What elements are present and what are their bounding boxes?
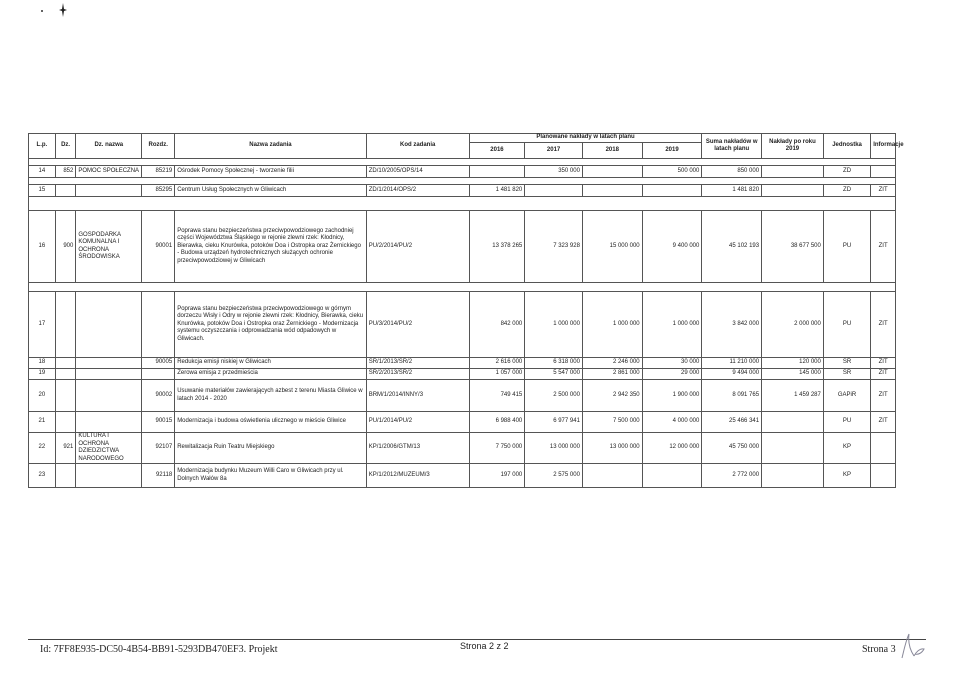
- cell-2019: 12 000 000: [642, 433, 702, 464]
- cell-dz: [55, 464, 76, 488]
- cell-dz-name: [76, 358, 142, 369]
- cell-dz-name: [76, 185, 142, 197]
- cell-info: ZIT: [871, 369, 896, 380]
- table-row: [29, 166, 896, 178]
- cell-2019: 500 000: [642, 166, 702, 178]
- cell-2016: 1 481 820: [469, 185, 525, 197]
- cell-unit: PU: [823, 292, 870, 358]
- col-info: Informacje: [871, 134, 896, 159]
- cell-2016: 7 750 000: [469, 433, 525, 464]
- cell-lp: 22: [29, 433, 56, 464]
- cell-rozdz: 85295: [142, 185, 175, 197]
- cell-task-name: Modernizacja budynku Muzeum Willi Caro w Gliwicach przy ul. Dolnych Wałów 8a: [175, 464, 367, 488]
- col-dz-name: Dz. nazwa: [76, 134, 142, 159]
- cell-2018: 7 500 000: [582, 412, 642, 433]
- table-row: [29, 380, 896, 412]
- cell-after: 1 459 287: [762, 380, 824, 412]
- cell-info: ZIT: [871, 358, 896, 369]
- cell-after: 38 677 500: [762, 211, 824, 283]
- cell-task-code: KP/1/2012/MUZEUM/3: [366, 464, 469, 488]
- cell-after: [762, 412, 824, 433]
- cell-2017: 1 000 000: [525, 292, 583, 358]
- cell-2016: 6 988 400: [469, 412, 525, 433]
- cell-task-code: ZD/1/2014/OPS/2: [366, 185, 469, 197]
- page-counter: Strona 2 z 2: [460, 641, 509, 651]
- cell-rozdz: 85219: [142, 166, 175, 178]
- page-number: Strona 3: [862, 644, 896, 655]
- cell-dz: 900: [55, 211, 76, 283]
- cell-lp: 17: [29, 292, 56, 358]
- cell-2018: 2 246 000: [582, 358, 642, 369]
- cell-dz: [55, 380, 76, 412]
- cell-lp: 23: [29, 464, 56, 488]
- cell-sum: 9 494 000: [702, 369, 762, 380]
- cell-dz: [55, 369, 76, 380]
- cell-rozdz: [142, 369, 175, 380]
- cell-info: [871, 433, 896, 464]
- cell-task-code: KP/1/2006/GTM/13: [366, 433, 469, 464]
- document-id: Id: 7FF8E935-DC50-4B54-BB91-5293DB470EF3. Projekt: [40, 644, 278, 655]
- cell-task-name: Centrum Usług Społecznych w Gliwicach: [175, 185, 367, 197]
- cell-sum: 8 091 765: [702, 380, 762, 412]
- cell-dz-name: KULTURA I OCHRONA DZIEDZICTWA NARODOWEGO: [76, 433, 142, 464]
- cell-task-code: PU/3/2014/PU/2: [366, 292, 469, 358]
- col-2017: 2017: [525, 143, 583, 159]
- cell-2018: 2 942 350: [582, 380, 642, 412]
- cell-unit: ZD: [823, 185, 870, 197]
- cell-after: 145 000: [762, 369, 824, 380]
- cell-2017: [525, 185, 583, 197]
- col-outlays-after: Nakłady po roku 2019: [762, 134, 824, 159]
- cell-rozdz: [142, 292, 175, 358]
- cell-info: [871, 464, 896, 488]
- cell-2018: [582, 464, 642, 488]
- cell-2016: 2 616 000: [469, 358, 525, 369]
- col-lp: L.p.: [29, 134, 56, 159]
- cell-rozdz: 90002: [142, 380, 175, 412]
- cell-info: ZIT: [871, 380, 896, 412]
- cell-dz-name: [76, 292, 142, 358]
- cell-2016: 1 057 000: [469, 369, 525, 380]
- cell-task-code: ZD/10/2005/OPS/14: [366, 166, 469, 178]
- cell-task-code: BRM/1/2014/INNY/3: [366, 380, 469, 412]
- cell-unit: PU: [823, 412, 870, 433]
- cell-2017: 350 000: [525, 166, 583, 178]
- cell-after: [762, 185, 824, 197]
- cell-task-name: Modernizacja i budowa oświetlenia ulicznego w mieście Gliwice: [175, 412, 367, 433]
- cell-unit: SR: [823, 369, 870, 380]
- cell-rozdz: 90001: [142, 211, 175, 283]
- cell-info: [871, 166, 896, 178]
- cell-sum: 45 750 000: [702, 433, 762, 464]
- col-unit: Jednostka: [823, 134, 870, 159]
- cell-task-name: Rewitalizacja Ruin Teatru Miejskiego: [175, 433, 367, 464]
- cell-dz: [55, 185, 76, 197]
- col-2016: 2016: [469, 143, 525, 159]
- cell-sum: 2 772 000: [702, 464, 762, 488]
- scan-speck: [41, 10, 43, 12]
- cell-2019: [642, 185, 702, 197]
- cell-dz: 852: [55, 166, 76, 178]
- signature-mark: [896, 632, 928, 662]
- cell-dz-name: GOSPODARKA KOMUNALNA I OCHRONA ŚRODOWISKA: [76, 211, 142, 283]
- cell-info: ZIT: [871, 292, 896, 358]
- cell-unit: PU: [823, 211, 870, 283]
- cell-2017: 6 318 000: [525, 358, 583, 369]
- cell-lp: 14: [29, 166, 56, 178]
- cell-dz-name: [76, 369, 142, 380]
- cell-lp: 20: [29, 380, 56, 412]
- cell-2017: 6 977 941: [525, 412, 583, 433]
- cell-lp: 16: [29, 211, 56, 283]
- cell-2016: 13 378 265: [469, 211, 525, 283]
- cell-rozdz: 90015: [142, 412, 175, 433]
- cell-unit: KP: [823, 433, 870, 464]
- cell-unit: ZD: [823, 166, 870, 178]
- cell-dz-name: POMOC SPOŁECZNA: [76, 166, 142, 178]
- cell-dz: [55, 412, 76, 433]
- col-planned-group: Planowane nakłady w latach planu: [469, 134, 702, 143]
- cell-info: ZIT: [871, 185, 896, 197]
- cell-2017: 13 000 000: [525, 433, 583, 464]
- cell-rozdz: 92107: [142, 433, 175, 464]
- table-row: [29, 369, 896, 380]
- cell-sum: 25 466 341: [702, 412, 762, 433]
- cell-after: [762, 166, 824, 178]
- cell-2018: 15 000 000: [582, 211, 642, 283]
- cell-2019: 4 000 000: [642, 412, 702, 433]
- cell-sum: 45 102 193: [702, 211, 762, 283]
- cell-2018: 13 000 000: [582, 433, 642, 464]
- table-row: [29, 358, 896, 369]
- cell-2019: 9 400 000: [642, 211, 702, 283]
- table-row: [29, 292, 896, 358]
- col-2018: 2018: [582, 143, 642, 159]
- table-row: [29, 464, 896, 488]
- cell-task-name: Zerowa emisja z przedmieścia: [175, 369, 367, 380]
- cell-after: 2 000 000: [762, 292, 824, 358]
- cell-2019: 1 900 000: [642, 380, 702, 412]
- cell-2019: 30 000: [642, 358, 702, 369]
- cell-2017: 2 575 000: [525, 464, 583, 488]
- cell-task-name: Usuwanie materiałów zawierających azbest z terenu Miasta Gliwice w latach 2014 - 2020: [175, 380, 367, 412]
- cell-unit: KP: [823, 464, 870, 488]
- cell-sum: 1 481 820: [702, 185, 762, 197]
- pin-mark-icon: [58, 3, 68, 17]
- col-task-code: Kod zadania: [366, 134, 469, 159]
- cell-sum: 850 000: [702, 166, 762, 178]
- cell-2016: 842 000: [469, 292, 525, 358]
- cell-task-name: Poprawa stanu bezpieczeństwa przeciwpowodziowego zachodniej części Województwa Śląskiego w rejonie zlewni rzek: Kłodnicy, Bierawka, cieku Knurówka, potoków Doa i Ostropka oraz Żernickiego - Budowa urządzeń hydrotechnicznych służących ochronie przeciwpowodziowej w Gliwicach: [175, 211, 367, 283]
- cell-2016: [469, 166, 525, 178]
- cell-2016: 197 000: [469, 464, 525, 488]
- col-rozdz: Rozdz.: [142, 134, 175, 159]
- cell-task-code: PU/1/2014/PU/2: [366, 412, 469, 433]
- cell-rozdz: 92118: [142, 464, 175, 488]
- cell-task-code: SR/2/2013/SR/2: [366, 369, 469, 380]
- cell-2017: 7 323 928: [525, 211, 583, 283]
- cell-2018: 1 000 000: [582, 292, 642, 358]
- cell-2016: 749 415: [469, 380, 525, 412]
- cell-2019: 29 000: [642, 369, 702, 380]
- cell-task-code: SR/1/2013/SR/2: [366, 358, 469, 369]
- cell-info: ZIT: [871, 412, 896, 433]
- cell-2019: 1 000 000: [642, 292, 702, 358]
- cell-rozdz: 90005: [142, 358, 175, 369]
- cell-2018: [582, 166, 642, 178]
- cell-lp: 19: [29, 369, 56, 380]
- cell-dz: [55, 292, 76, 358]
- cell-task-name: Redukcja emisji niskiej w Gliwicach: [175, 358, 367, 369]
- cell-after: [762, 433, 824, 464]
- table-row: [29, 211, 896, 283]
- cell-task-name: Ośrodek Pomocy Społecznej - tworzenie filii: [175, 166, 367, 178]
- col-2019: 2019: [642, 143, 702, 159]
- cell-after: [762, 464, 824, 488]
- cell-sum: 11 210 000: [702, 358, 762, 369]
- cell-unit: SR: [823, 358, 870, 369]
- cell-lp: 18: [29, 358, 56, 369]
- cell-after: 120 000: [762, 358, 824, 369]
- col-dz: Dz.: [55, 134, 76, 159]
- cell-lp: 21: [29, 412, 56, 433]
- footer-divider: [28, 639, 926, 640]
- cell-task-code: PU/2/2014/PU/2: [366, 211, 469, 283]
- table-row: [29, 185, 896, 197]
- cell-task-name: Poprawa stanu bezpieczeństwa przeciwpowodziowego w górnym dorzeczu Wisły i Odry w rejonie zlewni rzek: Kłodnicy, Bierawka, cieku Knurówka, potoków Doa i Ostropka oraz Żernickiego - Modernizacja systemu oczyszczania i odprowadzania wód odpadowych w Gliwicach.: [175, 292, 367, 358]
- investment-plan-table: [28, 133, 904, 488]
- cell-info: ZIT: [871, 211, 896, 283]
- table-row: [29, 433, 896, 464]
- cell-2018: [582, 185, 642, 197]
- cell-2018: 2 861 000: [582, 369, 642, 380]
- cell-lp: 15: [29, 185, 56, 197]
- cell-unit: GAPiR: [823, 380, 870, 412]
- cell-dz-name: [76, 380, 142, 412]
- table-row: [29, 412, 896, 433]
- col-task-name: Nazwa zadania: [175, 134, 367, 159]
- cell-dz-name: [76, 464, 142, 488]
- cell-sum: 3 842 000: [702, 292, 762, 358]
- col-sum: Suma nakładów w latach planu: [702, 134, 762, 159]
- cell-dz: [55, 358, 76, 369]
- cell-dz-name: [76, 412, 142, 433]
- cell-2019: [642, 464, 702, 488]
- cell-2017: 2 500 000: [525, 380, 583, 412]
- cell-2017: 5 547 000: [525, 369, 583, 380]
- cell-dz: 921: [55, 433, 76, 464]
